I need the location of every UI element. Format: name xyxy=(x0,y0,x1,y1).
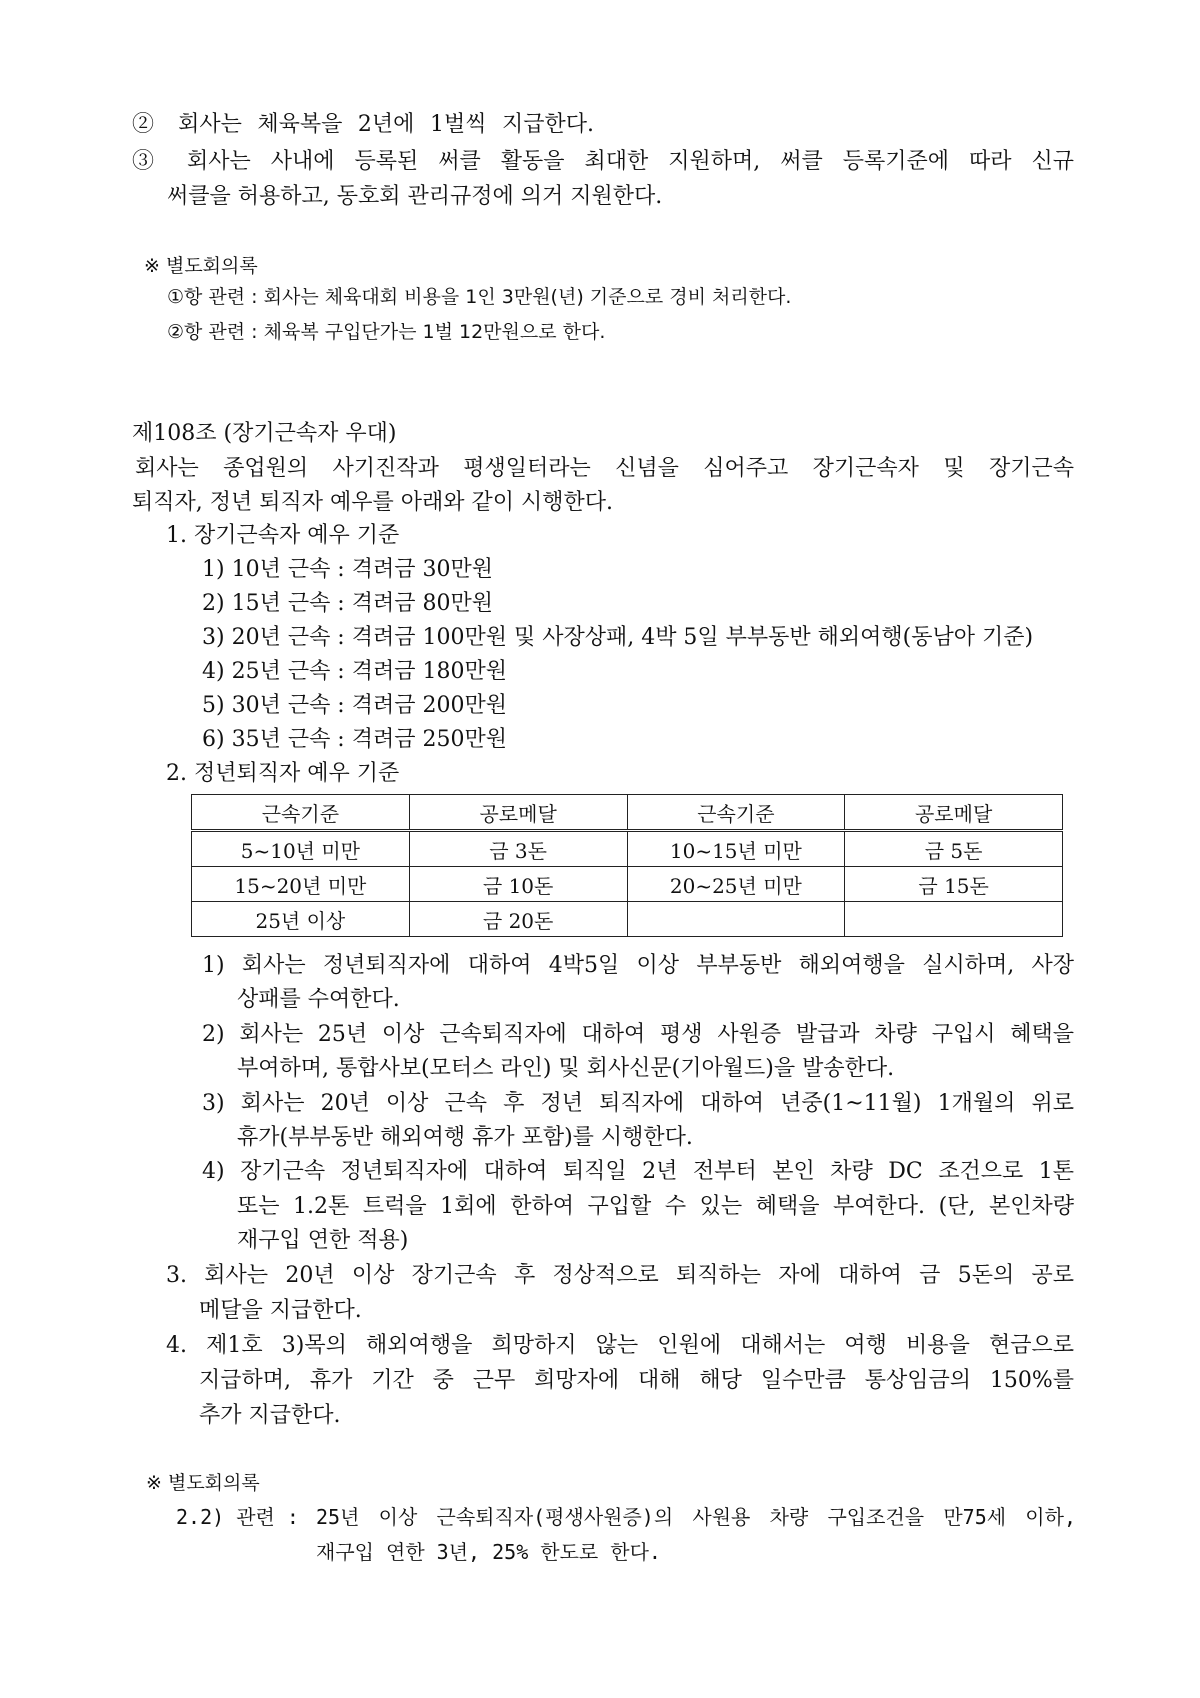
article-intro-line-2: 퇴직자, 정년 퇴직자 예우를 아래와 같이 시행한다. xyxy=(132,490,613,515)
section-1-item: 2) 15년 근속 : 격려금 80만원 xyxy=(202,591,493,616)
section-2-item-3-line-2: 휴가(부부동반 해외여행 휴가 포함)를 시행한다. xyxy=(237,1125,693,1150)
table-cell: 5~10년 미만 xyxy=(192,831,410,867)
section-2-item-2-line-1: 2) 회사는 25년 이상 근속퇴직자에 대하여 평생 사원증 발급과 차량 구입시 혜택을 xyxy=(202,1022,1074,1047)
section-3-line-2: 메달을 지급한다. xyxy=(199,1298,362,1323)
note-1-line-2: ②항 관련 : 체육복 구입단가는 1벌 12만원으로 한다. xyxy=(167,321,606,343)
section-2-item-4-line-3: 재구입 연한 적용) xyxy=(237,1228,409,1253)
article-intro-line-1: 회사는 종업원의 사기진작과 평생일터라는 신념을 심어주고 장기근속자 및 장기근속 xyxy=(135,456,1074,481)
table-header-cell: 공로메달 xyxy=(845,795,1063,831)
note-1-title: ※ 별도회의록 xyxy=(144,255,258,277)
note-2-title: ※ 별도회의록 xyxy=(146,1472,260,1494)
section-1-item: 6) 35년 근속 : 격려금 250만원 xyxy=(202,727,507,752)
table-row xyxy=(192,867,1063,902)
table-cell xyxy=(627,902,845,937)
note-2-label: 2.2) 관련 : xyxy=(176,1505,299,1529)
table-row xyxy=(192,831,1063,867)
table-cell: 금 5돈 xyxy=(845,831,1063,867)
section-2-item-3-line-1: 3) 회사는 20년 이상 근속 후 정년 퇴직자에 대하여 년중(1~11월) 1개월의 위로 xyxy=(202,1091,1074,1116)
table-cell: 금 20돈 xyxy=(409,902,627,937)
table-cell xyxy=(845,902,1063,937)
table-header-cell: 공로메달 xyxy=(409,795,627,831)
section-3-line-1: 3. 회사는 20년 이상 장기근속 후 정상적으로 퇴직하는 자에 대하여 금 5돈의 공로 xyxy=(166,1263,1074,1288)
item-2: ② 회사는 체육복을 2년에 1벌씩 지급한다. xyxy=(132,112,594,137)
table-row xyxy=(192,902,1063,937)
article-title: 제108조 (장기근속자 우대) xyxy=(132,421,397,446)
table-cell: 금 15돈 xyxy=(845,867,1063,902)
table-cell: 20~25년 미만 xyxy=(627,867,845,902)
section-1-item: 3) 20년 근속 : 격려금 100만원 및 사장상패, 4박 5일 부부동반 해외여행(동남아 기준) xyxy=(202,625,1034,650)
section-2-title: 2. 정년퇴직자 예우 기준 xyxy=(166,761,400,786)
item-3-line-2: 써클을 허용하고, 동호회 관리규정에 의거 지원한다. xyxy=(167,184,663,209)
section-2-item-4-line-2: 또는 1.2톤 트럭을 1회에 한하여 구입할 수 있는 혜택을 부여한다. (단, 본인차량 xyxy=(237,1194,1074,1219)
table-cell: 금 3돈 xyxy=(409,831,627,867)
table-cell: 25년 이상 xyxy=(192,902,410,937)
table-header-row xyxy=(192,795,1063,831)
section-4-line-3: 추가 지급한다. xyxy=(199,1403,341,1428)
section-2-item-1-line-2: 상패를 수여한다. xyxy=(237,987,400,1012)
section-1-item: 1) 10년 근속 : 격려금 30만원 xyxy=(202,557,493,582)
note-1-line-1: ①항 관련 : 회사는 체육대회 비용을 1인 3만원(년) 기준으로 경비 처리한다. xyxy=(167,286,792,308)
section-4-line-2: 지급하며, 휴가 기간 중 근무 희망자에 대해 해당 일수만큼 통상임금의 150%를 xyxy=(199,1368,1074,1393)
section-4-line-1: 4. 제1호 3)목의 해외여행을 희망하지 않는 인원에 대해서는 여행 비용을 현금으로 xyxy=(166,1333,1074,1358)
table-cell: 10~15년 미만 xyxy=(627,831,845,867)
section-2-item-1-line-1: 1) 회사는 정년퇴직자에 대하여 4박5일 이상 부부동반 해외여행을 실시하며, 사장 xyxy=(202,953,1074,978)
section-2-item-4-line-1: 4) 장기근속 정년퇴직자에 대하여 퇴직일 2년 전부터 본인 차량 DC 조건으로 1톤 xyxy=(202,1159,1074,1184)
table-cell: 금 10돈 xyxy=(409,867,627,902)
note-2-line-1: 25년 이상 근속퇴직자(평생사원증)의 사원용 차량 구입조건을 만75세 이하, xyxy=(316,1505,1076,1529)
note-2-line-2: 재구입 연한 3년, 25% 한도로 한다. xyxy=(316,1540,661,1564)
section-1-title: 1. 장기근속자 예우 기준 xyxy=(166,523,400,548)
table-header-cell: 근속기준 xyxy=(627,795,845,831)
section-2-item-2-line-2: 부여하며, 통합사보(모터스 라인) 및 회사신문(기아월드)을 발송한다. xyxy=(237,1056,895,1081)
medal-table xyxy=(191,794,1063,937)
table-cell: 15~20년 미만 xyxy=(192,867,410,902)
section-1-item: 4) 25년 근속 : 격려금 180만원 xyxy=(202,659,507,684)
section-1-item: 5) 30년 근속 : 격려금 200만원 xyxy=(202,693,507,718)
table-header-cell: 근속기준 xyxy=(192,795,410,831)
item-3-line-1: ③ 회사는 사내에 등록된 써클 활동을 최대한 지원하며, 써클 등록기준에 따라 신규 xyxy=(132,149,1074,174)
